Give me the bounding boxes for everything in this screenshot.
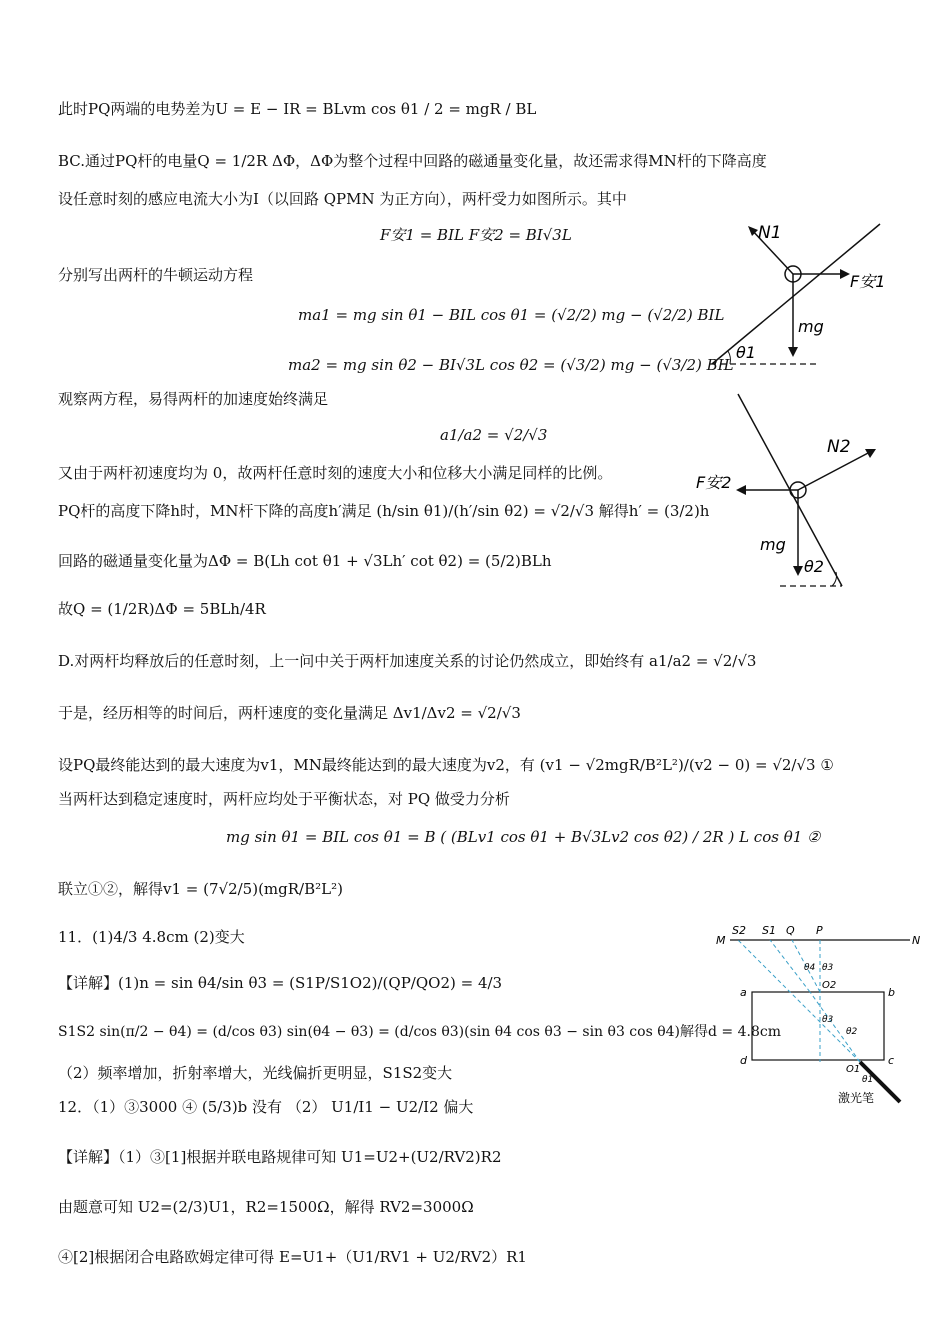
laser-pen-label: 激光笔 <box>838 1091 875 1105</box>
line-17: 当两杆达到稳定速度时，两杆应均处于平衡状态，对 PQ 做受力分析 <box>58 790 510 808</box>
line-21: 【详解】(1)n = sin θ4/sin θ3 = (S1P/S1O2)/(QP/QO2) = 4/3 <box>58 974 503 992</box>
ray-s2 <box>738 940 860 1062</box>
theta1-label: θ1 <box>736 343 756 362</box>
line-14: D.对两杆均释放后的任意时刻，上一问中关于两杆加速度关系的讨论仍然成立，即始终有 a1/a2 = √2/√3 <box>58 652 757 670</box>
label-b: b <box>888 986 895 999</box>
label-theta4: θ4 <box>804 963 816 973</box>
label-a: a <box>740 986 747 999</box>
line-10: 又由于两杆初速度均为 0，故两杆任意时刻的速度大小和位移大小满足同样的比例。 <box>58 464 613 482</box>
line-06: ma1 = mg sin θ1 − BIL cos θ1 = (√2/2) mg − (√2/2) BIL <box>298 306 725 324</box>
line-11: PQ杆的高度下降h时，MN杆下降的高度h′满足 (h/sin θ1)/(h′/sin θ2) = √2/√3 解得h′ = (3/2)h <box>58 502 710 520</box>
line-24: 12．（1）③3000 ④ (5/3)b 没有 （2） U1/I1 − U2/I2 偏大 <box>58 1098 474 1116</box>
line-04: F安1 = BIL F安2 = BI√3L <box>380 226 572 244</box>
line-16: 设PQ最终能达到的最大速度为v1，MN最终能达到的最大速度为v2，有 (v1 − √2mgR/B²L²)/(v2 − 0) = √2/√3 ① <box>58 756 834 774</box>
line-20: 11．(1)4/3 4.8cm (2)变大 <box>58 928 245 946</box>
label-s2: S2 <box>732 924 746 937</box>
n1-label: N1 <box>758 223 782 243</box>
label-q: Q <box>786 924 795 937</box>
mg2-label: mg <box>760 535 786 554</box>
label-theta3b: θ3 <box>822 1015 834 1025</box>
line-03: 设任意时刻的感应电流大小为I（以回路 QPMN 为正方向），两杆受力如图所示。其中 <box>58 190 627 208</box>
optics-diagram <box>710 922 930 1112</box>
mg1-label: mg <box>798 317 824 336</box>
label-s1: S1 <box>762 924 776 937</box>
line-09: a1/a2 = √2/√3 <box>440 426 548 444</box>
line-07: ma2 = mg sin θ2 − BI√3L cos θ2 = (√3/2) mg − (√3/2) BIL <box>288 356 734 374</box>
label-o2: O2 <box>822 980 837 991</box>
line-22: S1S2 sin(π/2 − θ4) = (d/cos θ3) sin(θ4 − θ3) = (d/cos θ3)(sin θ4 cos θ3 − sin θ3 cos θ4)解得d = 4.8cm <box>58 1024 781 1040</box>
line-13: 故Q = (1/2R)ΔΦ = 5BLh/4R <box>58 600 266 618</box>
label-theta1: θ1 <box>862 1075 874 1085</box>
force-diagram-1 <box>690 212 900 377</box>
line-18: mg sin θ1 = BIL cos θ1 = B ( (BLv1 cos θ1 + B√3Lv2 cos θ2) / 2R ) L cos θ1 ② <box>226 828 821 846</box>
label-n: N <box>912 934 921 947</box>
line-01: 此时PQ两端的电势差为U = E − IR = BLvm cos θ1 / 2 = mgR / BL <box>58 100 537 118</box>
label-d: d <box>740 1054 747 1067</box>
line-19: 联立①②，解得v1 = (7√2/5)(mgR/B²L²) <box>58 880 343 898</box>
n2-label: N2 <box>827 437 851 457</box>
line-12: 回路的磁通量变化量为ΔΦ = B(Lh cot θ1 + √3Lh′ cot θ2) = (5/2)BLh <box>58 552 552 570</box>
line-27: ④[2]根据闭合电路欧姆定律可得 E=U1+（U1/RV1 + U2/RV2）R1 <box>58 1248 527 1266</box>
glass-block <box>752 992 884 1060</box>
f1-label: F安1 <box>850 272 886 291</box>
force-diagram-2 <box>690 390 900 590</box>
label-theta3: θ3 <box>822 963 834 973</box>
line-02: BC.通过PQ杆的电量Q = 1/2R ΔΦ，ΔΦ为整个过程中回路的磁通量变化量，故还需求得MN杆的下降高度 <box>58 152 767 170</box>
label-p: P <box>816 924 823 937</box>
line-23: （2）频率增加，折射率增大，光线偏折更明显，S1S2变大 <box>58 1064 453 1082</box>
line-25: 【详解】（1）③[1]根据并联电路规律可知 U1=U2+(U2/RV2)R2 <box>58 1148 502 1166</box>
label-c: c <box>888 1054 895 1067</box>
line-26: 由题意可知 U2=(2/3)U1，R2=1500Ω，解得 RV2=3000Ω <box>58 1198 474 1216</box>
label-o1: O1 <box>846 1064 861 1075</box>
label-m: M <box>716 934 726 947</box>
line-15: 于是，经历相等的时间后，两杆速度的变化量满足 Δv1/Δv2 = √2/√3 <box>58 704 521 722</box>
line-05: 分别写出两杆的牛顿运动方程 <box>58 266 254 284</box>
f2-label: F安2 <box>696 473 732 492</box>
theta2-label: θ2 <box>804 557 824 576</box>
label-theta2: θ2 <box>846 1027 858 1037</box>
line-08: 观察两方程，易得两杆的加速度始终满足 <box>58 390 329 408</box>
normal-force-arrow-2 <box>798 452 870 490</box>
